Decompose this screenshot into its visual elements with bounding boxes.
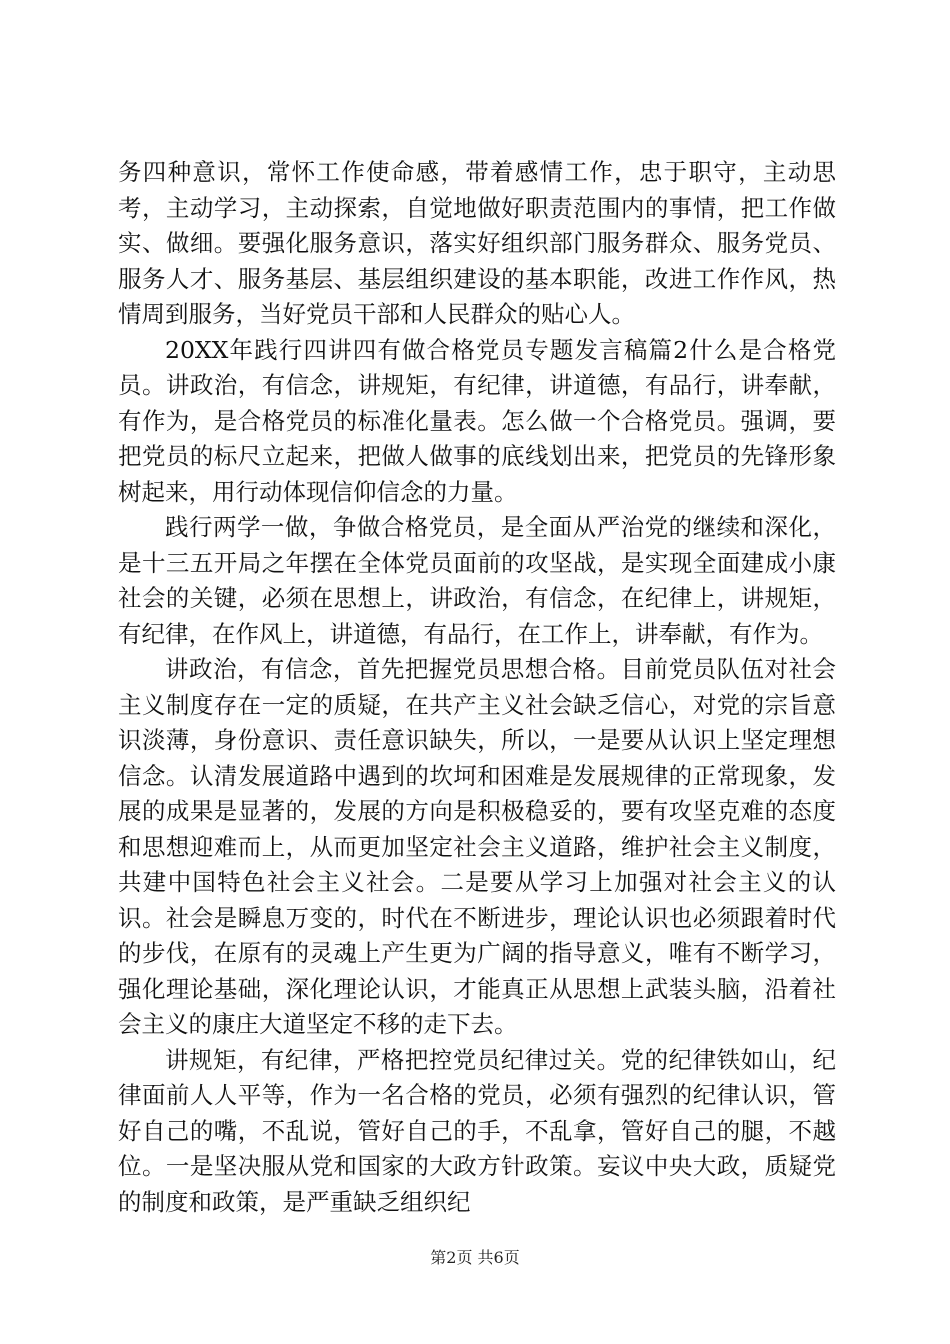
document-body [118, 155, 836, 1220]
paragraph-4: 讲政治，有信念，首先把握党员思想合格。目前党员队伍对社会主义制度存在一定的质疑，在共产主义社会缺乏信心，对党的宗旨意识淡薄，身份意识、责任意识缺失，所以，一是要从认识上坚定理想信念。认清发展道路中遇到的坎坷和困难是发展规律的正常现象，发展的成果是显著的，发展的方向是积极稳妥的，要有攻坚克难的态度和思想迎难而上，从而更加坚定社会主义道路，维护社会主义制度，共建中国特色社会主义社会。二是要从学习上加强对社会主义的认识。社会是瞬息万变的，时代在不断进步，理论认识也必须跟着时代的步伐，在原有的灵魂上产生更为广阔的指导意义，唯有不断学习，强化理论基础，深化理论认识，才能真正从思想上武装头脑，沿着社会主义的康庄大道坚定不移的走下去。 [118, 655, 836, 1038]
paragraph-3: 践行两学一做，争做合格党员，是全面从严治党的继续和深化，是十三五开局之年摆在全体党员面前的攻坚战，是实现全面建成小康社会的关键，必须在思想上，讲政治，有信念，在纪律上，讲规矩，有纪律，在作风上，讲道德，有品行，在工作上，讲奉献，有作为。 [118, 513, 836, 648]
page-number-footer: 第2页 共6页 [430, 1248, 520, 1267]
paragraph-2: 20XX年践行四讲四有做合格党员专题发言稿篇2什么是合格党员。讲政治，有信念，讲规矩，有纪律，讲道德，有品行，讲奉献，有作为，是合格党员的标准化量表。怎么做一个合格党员。强调，要把党员的标尺立起来，把做人做事的底线划出来，把党员的先锋形象树起来，用行动体现信仰信念的力量。 [118, 335, 836, 506]
paragraph-5: 讲规矩，有纪律，严格把控党员纪律过关。党的纪律铁如山，纪律面前人人平等，作为一名合格的党员，必须有强烈的纪律认识，管好自己的嘴，不乱说，管好自己的手，不乱拿，管好自己的腿，不越位。一是坚决服从党和国家的大政方针政策。妄议中央大政，质疑党的制度和政策，是严重缺乏组织纪 [118, 1045, 836, 1216]
paragraph-1: 务四种意识，常怀工作使命感，带着感情工作，忠于职守，主动思考，主动学习，主动探索，自觉地做好职责范围内的事情，把工作做实、做细。要强化服务意识，落实好组织部门服务群众、服务党员、服务人才、服务基层、基层组织建设的基本职能，改进工作作风，热情周到服务，当好党员干部和人民群众的贴心人。 [118, 158, 836, 328]
